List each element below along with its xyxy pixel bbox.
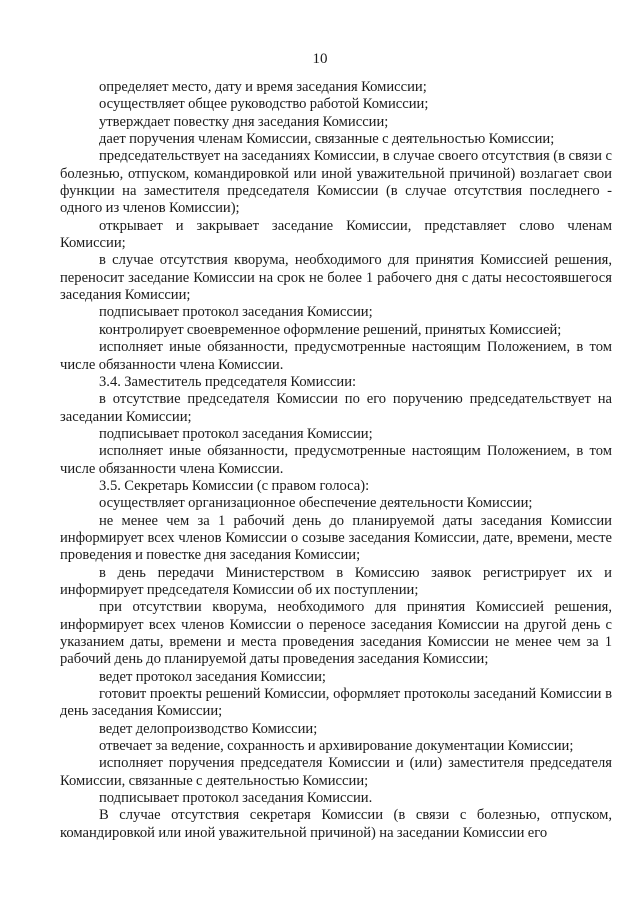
- paragraph: осуществляет общее руководство работой Комиссии;: [99, 96, 429, 113]
- paragraph: контролирует своевременное оформление решений, принятых Комиссией;: [99, 321, 562, 338]
- paragraph: осуществляет организационное обеспечение деятельности Комиссии;: [99, 495, 533, 512]
- paragraph: подписывает протокол заседания Комиссии;: [99, 304, 373, 321]
- paragraph: исполняет иные обязанности, предусмотренные настоящим Положением, в том числе обязанности члена Комиссии.: [60, 339, 612, 373]
- paragraph: дает поручения членам Комиссии, связанные с деятельностью Комиссии;: [99, 131, 555, 148]
- section-heading: 3.4. Заместитель председателя Комиссии:: [99, 373, 357, 390]
- paragraph: при отсутствии кворума, необходимого для принятия Комиссией решения, информирует всех членов Комиссии о переносе заседания Комиссии на другой день с указанием даты, времени и места проведения заседания Комиссии не менее чем за 1 рабочий день до планируемой даты проведения заседания Комиссии;: [60, 599, 612, 668]
- paragraph: в случае отсутствия кворума, необходимого для принятия Комиссией решения, переносит заседание Комиссии на срок не более 1 рабочего дня с даты несостоявшегося заседания Комиссии;: [60, 252, 612, 304]
- paragraph: ведет делопроизводство Комиссии;: [99, 720, 318, 737]
- paragraph: ведет протокол заседания Комиссии;: [99, 668, 326, 685]
- paragraph: в день передачи Министерством в Комиссию заявок регистрирует их и информирует председателя Комиссии об их поступлении;: [60, 564, 612, 598]
- paragraph: председательствует на заседаниях Комиссии, в случае своего отсутствия (в связи с болезнью, отпуском, командировкой или иной уважительной причиной) возлагает свои функции на заместителя председателя Комиссии (в случае отсутствия последнего - одного из членов Комиссии);: [60, 148, 612, 217]
- section-heading: 3.5. Секретарь Комиссии (с правом голоса):: [99, 477, 370, 494]
- paragraph: исполняет иные обязанности, предусмотренные настоящим Положением, в том числе обязанности члена Комиссии.: [60, 443, 612, 477]
- page-number: 10: [312, 51, 328, 67]
- paragraph: подписывает протокол заседания Комиссии;: [99, 425, 373, 442]
- paragraph: исполняет поручения председателя Комиссии и (или) заместителя председателя Комиссии, связанные с деятельностью Комиссии;: [60, 755, 612, 789]
- paragraph: готовит проекты решений Комиссии, оформляет протоколы заседаний Комиссии в день заседания Комиссии;: [60, 686, 612, 720]
- paragraph: в отсутствие председателя Комиссии по его поручению председательствует на заседании Комиссии;: [60, 391, 612, 425]
- paragraph: не менее чем за 1 рабочий день до планируемой даты заседания Комиссии информирует всех членов Комиссии о созыве заседания Комиссии, дате, времени, месте проведения и повестке дня заседания Комиссии;: [60, 512, 612, 564]
- paragraph: утверждает повестку дня заседания Комиссии;: [99, 113, 389, 130]
- paragraph: В случае отсутствия секретаря Комиссии (в связи с болезнью, отпуском, командировкой или иной уважительной причиной) на заседании Комиссии его: [60, 807, 612, 841]
- paragraph: подписывает протокол заседания Комиссии.: [99, 790, 373, 807]
- paragraph: открывает и закрывает заседание Комиссии, представляет слово членам Комиссии;: [60, 217, 612, 252]
- paragraph: отвечает за ведение, сохранность и архивирование документации Комиссии;: [99, 738, 574, 755]
- document-body: [60, 79, 612, 842]
- paragraph: определяет место, дату и время заседания Комиссии;: [99, 79, 427, 95]
